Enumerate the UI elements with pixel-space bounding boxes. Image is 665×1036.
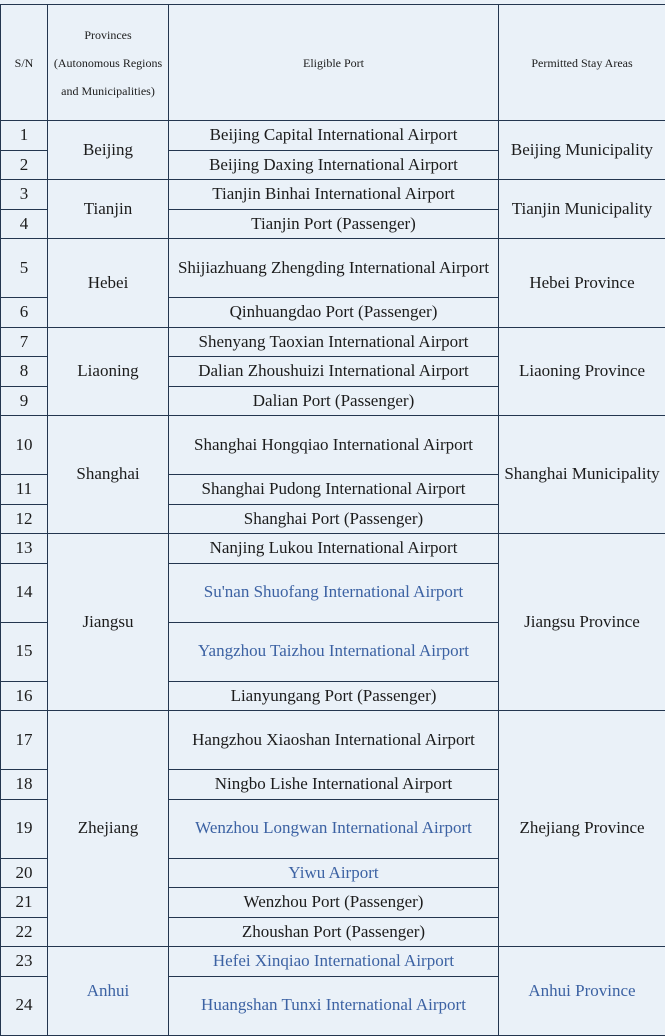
sn-cell: 10 [1, 416, 48, 475]
sn-cell: 19 [1, 799, 48, 858]
area-cell-beijing: Beijing Municipality [499, 121, 665, 180]
table-row [1, 327, 665, 357]
province-cell-jiangsu: Jiangsu [48, 534, 169, 711]
area-cell-anhui: Anhui Province [499, 947, 665, 1036]
port-cell: Lianyungang Port (Passenger) [169, 681, 499, 711]
port-cell-highlighted: Huangshan Tunxi International Airport [169, 976, 499, 1035]
port-cell: Tianjin Binhai International Airport [169, 180, 499, 210]
table-row [1, 711, 665, 770]
sn-cell: 18 [1, 770, 48, 800]
port-cell: Shanghai Hongqiao International Airport [169, 416, 499, 475]
port-cell: Wenzhou Port (Passenger) [169, 888, 499, 918]
sn-cell: 12 [1, 504, 48, 534]
province-cell-tianjin: Tianjin [48, 180, 169, 239]
port-cell: Nanjing Lukou International Airport [169, 534, 499, 564]
area-cell-zhejiang: Zhejiang Province [499, 711, 665, 947]
port-cell: Tianjin Port (Passenger) [169, 209, 499, 239]
area-cell-hebei: Hebei Province [499, 239, 665, 328]
area-cell-shanghai: Shanghai Municipality [499, 416, 665, 534]
sn-cell: 4 [1, 209, 48, 239]
sn-cell: 7 [1, 327, 48, 357]
sn-cell: 6 [1, 298, 48, 328]
port-cell: Shanghai Pudong International Airport [169, 475, 499, 505]
sn-cell: 3 [1, 180, 48, 210]
sn-cell: 22 [1, 917, 48, 947]
province-cell-anhui: Anhui [48, 947, 169, 1036]
sn-cell: 23 [1, 947, 48, 977]
table-row [1, 416, 665, 475]
sn-cell: 2 [1, 150, 48, 180]
province-cell-liaoning: Liaoning [48, 327, 169, 416]
sn-cell: 21 [1, 888, 48, 918]
eligible-ports-table [0, 4, 665, 1036]
header-row [1, 5, 665, 121]
port-cell: Dalian Port (Passenger) [169, 386, 499, 416]
table-row [1, 180, 665, 210]
port-cell: Zhoushan Port (Passenger) [169, 917, 499, 947]
port-cell-highlighted: Wenzhou Longwan International Airport [169, 799, 499, 858]
province-cell-beijing: Beijing [48, 121, 169, 180]
sn-cell: 14 [1, 563, 48, 622]
port-cell-highlighted: Su'nan Shuofang International Airport [169, 563, 499, 622]
port-cell: Shanghai Port (Passenger) [169, 504, 499, 534]
port-cell: Shenyang Taoxian International Airport [169, 327, 499, 357]
header-sn: S/N [1, 5, 48, 121]
port-cell-highlighted: Yiwu Airport [169, 858, 499, 888]
sn-cell: 20 [1, 858, 48, 888]
port-cell: Shijiazhuang Zhengding International Airport [169, 239, 499, 298]
port-cell: Qinhuangdao Port (Passenger) [169, 298, 499, 328]
port-cell-highlighted: Yangzhou Taizhou International Airport [169, 622, 499, 681]
header-permitted-stay-areas: Permitted Stay Areas [499, 5, 665, 121]
table-row [1, 947, 665, 977]
table-row [1, 534, 665, 564]
sn-cell: 1 [1, 121, 48, 151]
sn-cell: 5 [1, 239, 48, 298]
sn-cell: 11 [1, 475, 48, 505]
port-cell: Beijing Daxing International Airport [169, 150, 499, 180]
table-row [1, 121, 665, 151]
province-cell-zhejiang: Zhejiang [48, 711, 169, 947]
port-cell: Hangzhou Xiaoshan International Airport [169, 711, 499, 770]
header-eligible-port: Eligible Port [169, 5, 499, 121]
sn-cell: 8 [1, 357, 48, 387]
sn-cell: 24 [1, 976, 48, 1035]
sn-cell: 16 [1, 681, 48, 711]
area-cell-tianjin: Tianjin Municipality [499, 180, 665, 239]
sn-cell: 9 [1, 386, 48, 416]
header-provinces: Provinces (Autonomous Regions and Municipalities) [48, 5, 169, 121]
table-row [1, 239, 665, 298]
port-cell: Beijing Capital International Airport [169, 121, 499, 151]
province-cell-shanghai: Shanghai [48, 416, 169, 534]
area-cell-liaoning: Liaoning Province [499, 327, 665, 416]
port-cell-highlighted: Hefei Xinqiao International Airport [169, 947, 499, 977]
sn-cell: 13 [1, 534, 48, 564]
port-cell: Ningbo Lishe International Airport [169, 770, 499, 800]
sn-cell: 17 [1, 711, 48, 770]
province-cell-hebei: Hebei [48, 239, 169, 328]
sn-cell: 15 [1, 622, 48, 681]
port-cell: Dalian Zhoushuizi International Airport [169, 357, 499, 387]
area-cell-jiangsu: Jiangsu Province [499, 534, 665, 711]
